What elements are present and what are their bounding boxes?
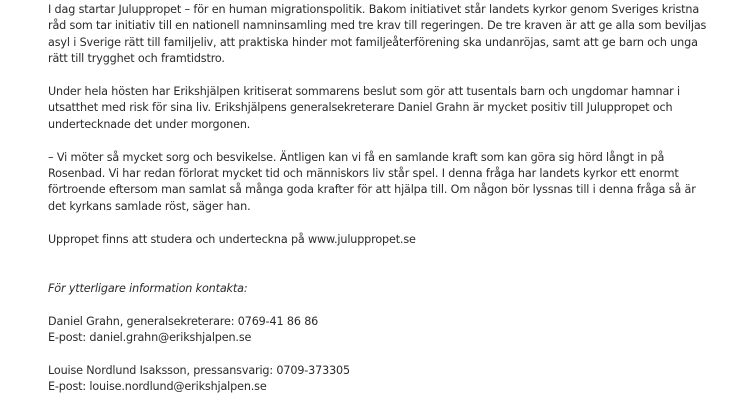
- spacer: [48, 264, 708, 280]
- contact-person-1-email: E-post: daniel.grahn@erikshjalpen.se: [48, 331, 252, 345]
- press-release-body: [48, 2, 708, 396]
- background-paragraph: Under hela hösten har Erikshjälpen kritiserat sommarens beslut som gör att tusentals barn och ungdomar hamnar i utsatthet med risk för sina liv. Erikshjälpens generalsekreterare Daniel Grahn är mycket positiv till Juluppropet och undertecknade det under morgonen.: [48, 85, 680, 131]
- contact-person-1-line: Daniel Grahn, generalsekreterare: 0769-41 86 86: [48, 314, 319, 328]
- quote-paragraph: – Vi möter så mycket sorg och besvikelse. Äntligen kan vi få en samlande kraft som kan göra sig hörd långt in på Rosenbad. Vi har redan förlorat mycket tid och människors liv står spel. I denna fråga har landets kyrkor ett enormt förtroende eftersom man samlat så många goda krafter för att hjälpa till. Om någon bör lyssnas till i denna fråga så är det kyrkans samlade röst, säger han.: [48, 150, 696, 213]
- contact-person-2-email: E-post: louise.nordlund@erikshjalpen.se: [48, 380, 267, 394]
- contact-person-2-line: Louise Nordlund Isaksson, pressansvarig: 0709-373305: [48, 363, 350, 377]
- intro-paragraph: I dag startar Juluppropet – för en human migrationspolitik. Bakom initiativet står landets kyrkor genom Sveriges kristna råd som tar initiativ till en nationell namninsamling med tre krav till regeringen. De tre kraven är att ge alla som beviljas asyl i Sverige rätt till familjeliv, att praktiska hinder mot familjeåterförening ska undanröjas, samt att ge barn och unga rätt till trygghet och framtidstro.: [48, 3, 707, 66]
- contact-heading: För ytterligare information kontakta:: [48, 281, 248, 295]
- petition-link-paragraph: Uppropet finns att studera och underteckna på www.juluppropet.se: [48, 232, 416, 246]
